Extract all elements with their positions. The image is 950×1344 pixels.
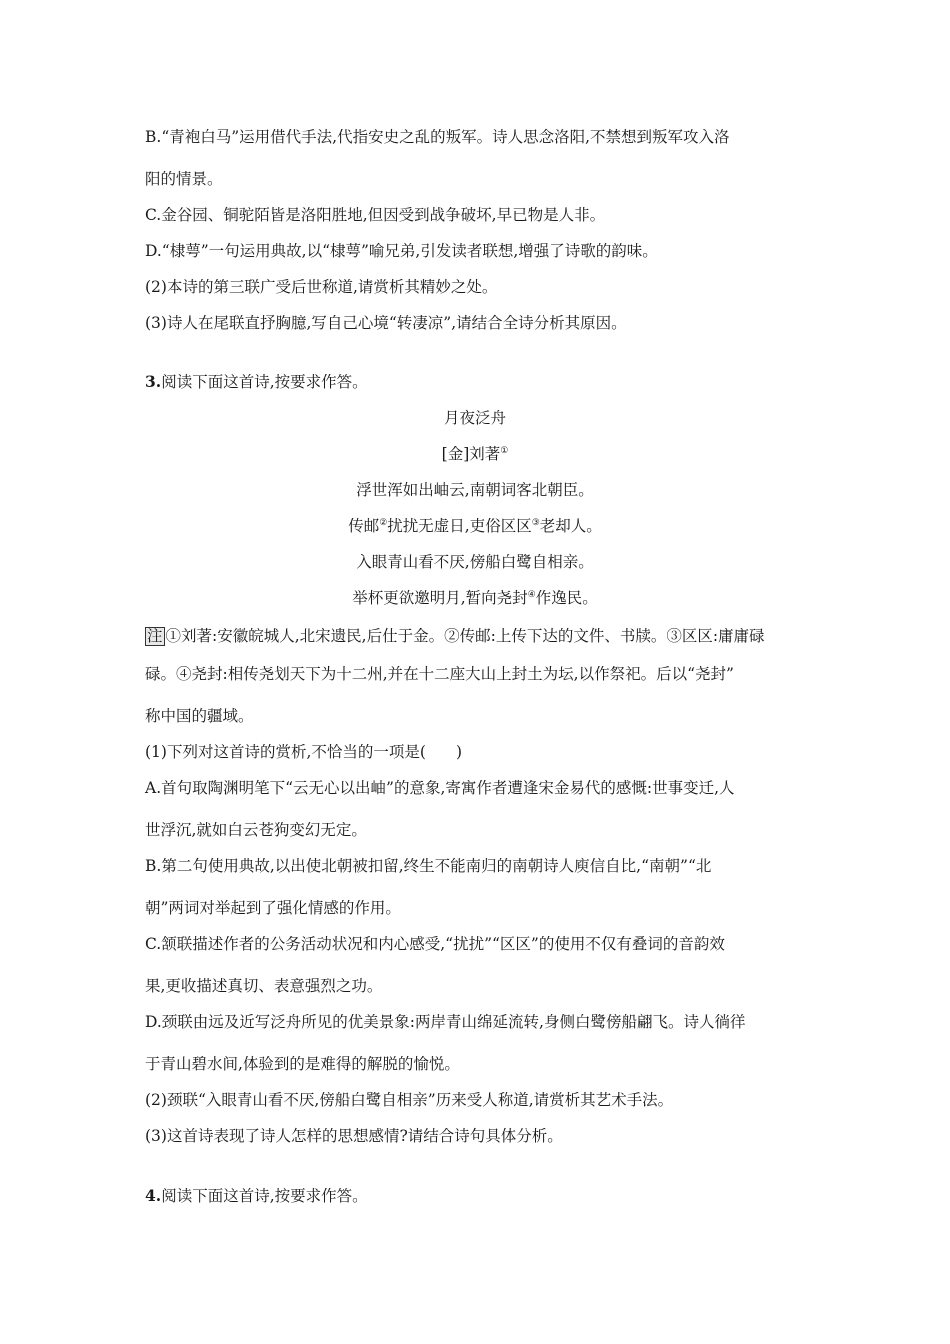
q4-intro-text: 阅读下面这首诗,按要求作答。	[161, 1187, 368, 1205]
poem-title: 月夜泛舟	[443, 409, 506, 427]
footnote-mark-3: ③	[531, 518, 540, 528]
q2-option-b-line1: B.“青袍白马”运用借代手法,代指安史之乱的叛军。诗人思念洛阳,不禁想到叛军攻入洛	[145, 128, 730, 146]
poem-line-4-part-b: 作逸民。	[535, 589, 598, 607]
q3-option-c-line1: C.颔联描述作者的公务活动状况和内心感受,“扰扰”“区区”的使用不仅有叠词的音韵效	[145, 935, 725, 953]
footnote-mark-4: ④	[527, 590, 536, 600]
q3-option-b-line2: 朝”两词对举起到了强化情感的作用。	[145, 899, 401, 917]
note-label-box: 注	[147, 627, 163, 645]
q2-option-b-line2: 阳的情景。	[145, 170, 223, 188]
q3-option-a-line1: A.首句取陶渊明笔下“云无心以出岫”的意象,寄寓作者遭逢宋金易代的感慨:世事变迁,人	[145, 779, 735, 797]
q2-subquestion-3: (3)诗人在尾联直抒胸臆,写自己心境“转凄凉”,请结合全诗分析其原因。	[145, 314, 627, 332]
footnote-mark-1: ①	[500, 446, 509, 456]
q4-intro	[145, 1186, 368, 1206]
q3-subquestion-1-close: )	[455, 743, 462, 761]
q3-intro-text: 阅读下面这首诗,按要求作答。	[161, 373, 368, 391]
poem-line-4	[0, 588, 950, 608]
poem-line-2-part-b: 扰扰无虚日,吏俗区区	[387, 517, 532, 535]
notes-line-1	[145, 626, 765, 646]
q3-option-c-line2: 果,更收描述真切、表意强烈之功。	[145, 977, 383, 995]
q3-subquestion-2: (2)颈联“入眼青山看不厌,傍船白鹭自相亲”历来受人称道,请赏析其艺术手法。	[145, 1091, 674, 1109]
q2-option-c: C.金谷园、铜驼陌皆是洛阳胜地,但因受到战争破坏,早已物是人非。	[145, 206, 606, 224]
q3-intro	[145, 372, 368, 392]
poem-line-2	[0, 516, 950, 536]
poem-author-name: [金]刘著	[441, 445, 501, 463]
q3-number: 3.	[145, 372, 162, 391]
poem-line-4-part-a: 举杯更欲邀明月,暂向尧封	[352, 589, 528, 607]
notes-line-2: 碌。④尧封:相传尧划天下为十二州,并在十二座大山上封土为坛,以作祭祀。后以“尧封”	[145, 665, 734, 683]
q4-number: 4.	[145, 1186, 162, 1205]
q3-option-d-line1: D.颈联由远及近写泛舟所见的优美景象:两岸青山绵延流转,身侧白鹭傍船翩飞。诗人徜徉	[145, 1013, 746, 1031]
poem-author	[0, 444, 950, 464]
footnote-mark-2: ②	[379, 518, 388, 528]
q3-option-a-line2: 世浮沉,就如白云苍狗变幻无定。	[145, 821, 367, 839]
poem-line-1: 浮世浑如出岫云,南朝词客北朝臣。	[356, 481, 594, 499]
notes-text-1: ①刘著:安徽皖城人,北宋遗民,后仕于金。②传邮:上传下达的文件、书牍。③区区:庸庸碌	[165, 627, 765, 645]
q3-option-b-line1: B.第二句使用典故,以出使北朝被扣留,终生不能南归的南朝诗人庾信自比,“南朝”“北	[145, 857, 712, 875]
q2-option-d: D.“棣萼”一句运用典故,以“棣萼”喻兄弟,引发读者联想,增强了诗歌的韵味。	[145, 242, 658, 260]
poem-line-2-part-a: 传邮	[348, 517, 380, 535]
q2-subquestion-2: (2)本诗的第三联广受后世称道,请赏析其精妙之处。	[145, 278, 498, 296]
notes-line-3: 称中国的疆域。	[145, 707, 254, 725]
poem-line-3: 入眼青山看不厌,傍船白鹭自相亲。	[356, 553, 594, 571]
q3-subquestion-1-text: (1)下列对这首诗的赏析,不恰当的一项是(	[145, 743, 426, 761]
q3-option-d-line2: 于青山碧水间,体验到的是难得的解脱的愉悦。	[145, 1055, 460, 1073]
q3-subquestion-1	[145, 742, 462, 762]
q3-subquestion-3: (3)这首诗表现了诗人怎样的思想感情?请结合诗句具体分析。	[145, 1127, 563, 1145]
poem-line-2-part-c: 老却人。	[539, 517, 602, 535]
